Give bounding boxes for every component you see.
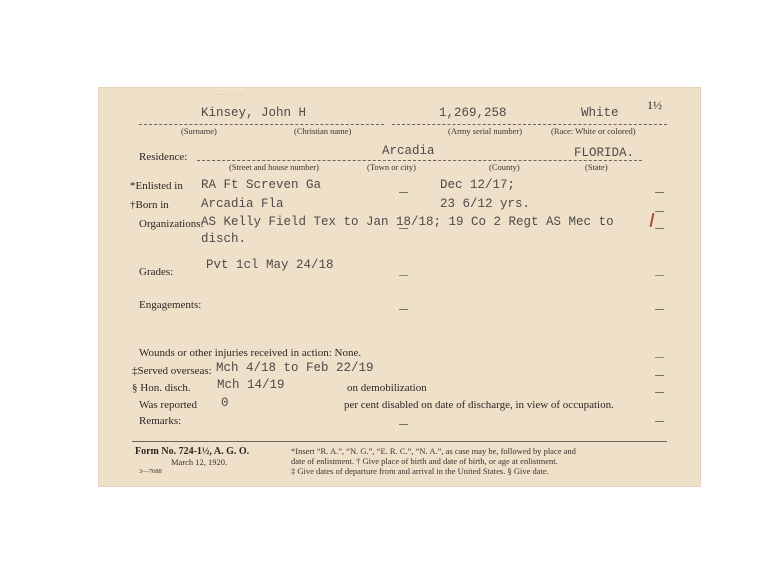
field-tick bbox=[399, 309, 408, 310]
serial-label: (Army serial number) bbox=[448, 126, 523, 136]
form-date: March 12, 1920. bbox=[171, 457, 228, 467]
name-typed: Kinsey, John H bbox=[201, 106, 307, 120]
engagements-label: Engagements: bbox=[139, 299, 202, 311]
field-tick bbox=[655, 357, 664, 358]
town-label: (Town or city) bbox=[367, 162, 416, 172]
race-label: (Race: White or colored) bbox=[551, 126, 636, 136]
footer-rule bbox=[132, 441, 667, 442]
residence-line bbox=[197, 160, 642, 161]
organizations-line2: disch. bbox=[201, 232, 247, 246]
red-pencil-mark bbox=[650, 213, 655, 227]
serial-race-line bbox=[392, 124, 667, 125]
surname-label: (Surname) bbox=[181, 126, 217, 136]
enlisted-date: Dec 12/17; bbox=[440, 178, 516, 192]
faint-stamp: ⋯ ⋯ ⋯ bbox=[217, 90, 245, 99]
reported-label: Was reported bbox=[139, 399, 198, 411]
field-tick bbox=[655, 211, 664, 212]
footnote-3: ‡ Give dates of departure from and arrival in the United States. § Give date. bbox=[291, 466, 549, 476]
discharge-value: Mch 14/19 bbox=[217, 378, 285, 392]
town-typed: Arcadia bbox=[382, 144, 435, 158]
reported-value: 0 bbox=[221, 396, 229, 410]
field-tick bbox=[655, 192, 664, 193]
served-label: ‡Served overseas: bbox=[132, 365, 212, 377]
field-tick bbox=[399, 275, 408, 276]
grades-label: Grades: bbox=[139, 266, 174, 278]
organizations-label: Organizations: bbox=[139, 218, 204, 230]
field-tick bbox=[399, 424, 408, 425]
remarks-label: Remarks: bbox=[139, 415, 182, 427]
service-record-card bbox=[99, 88, 700, 486]
race-typed: White bbox=[581, 106, 619, 120]
born-place: Arcadia Fla bbox=[201, 197, 284, 211]
reported-suffix: per cent disabled on date of discharge, in view of occupation. bbox=[344, 399, 614, 411]
name-line bbox=[139, 124, 384, 125]
enlisted-label: *Enlisted in bbox=[130, 180, 183, 192]
state-label: (State) bbox=[585, 162, 608, 172]
field-tick bbox=[655, 275, 664, 276]
state-typed: FLORIDA. bbox=[574, 146, 635, 160]
county-label: (County) bbox=[489, 162, 520, 172]
enlisted-place: RA Ft Screven Ga bbox=[201, 178, 322, 192]
form-code: 3—7688 bbox=[139, 468, 162, 475]
christian-name-label: (Christian name) bbox=[294, 126, 352, 136]
field-tick bbox=[399, 192, 408, 193]
organizations-line1: AS Kelly Field Tex to Jan 18/18; 19 Co 2 Regt AS Mec to bbox=[201, 215, 614, 229]
form-number: Form No. 724-1½, A. G. O. bbox=[135, 446, 250, 457]
field-tick bbox=[655, 421, 664, 422]
born-label: †Born in bbox=[130, 199, 169, 211]
field-tick bbox=[399, 228, 408, 229]
field-tick bbox=[655, 375, 664, 376]
born-age: 23 6/12 yrs. bbox=[440, 197, 531, 211]
wounds-text: Wounds or other injuries received in action: None. bbox=[139, 347, 362, 359]
grades-value: Pvt 1cl May 24/18 bbox=[206, 258, 334, 272]
field-tick bbox=[655, 228, 664, 229]
served-value: Mch 4/18 to Feb 22/19 bbox=[216, 361, 374, 375]
field-tick bbox=[655, 392, 664, 393]
discharge-suffix: on demobilization bbox=[347, 382, 427, 394]
residence-label: Residence: bbox=[139, 151, 188, 163]
corner-number: 1½ bbox=[647, 98, 662, 112]
footnote-2: date of enlistment. † Give place of birth and date of birth, or age at enlistment. bbox=[291, 456, 558, 466]
street-label: (Street and house number) bbox=[229, 162, 319, 172]
discharge-label: § Hon. disch. bbox=[132, 382, 191, 394]
field-tick bbox=[655, 309, 664, 310]
serial-typed: 1,269,258 bbox=[439, 106, 507, 120]
footnote-1: *Insert “R. A.”, “N. G.”, “E. R. C.”, “N. A.”, as case may be, followed by place and bbox=[291, 446, 576, 456]
